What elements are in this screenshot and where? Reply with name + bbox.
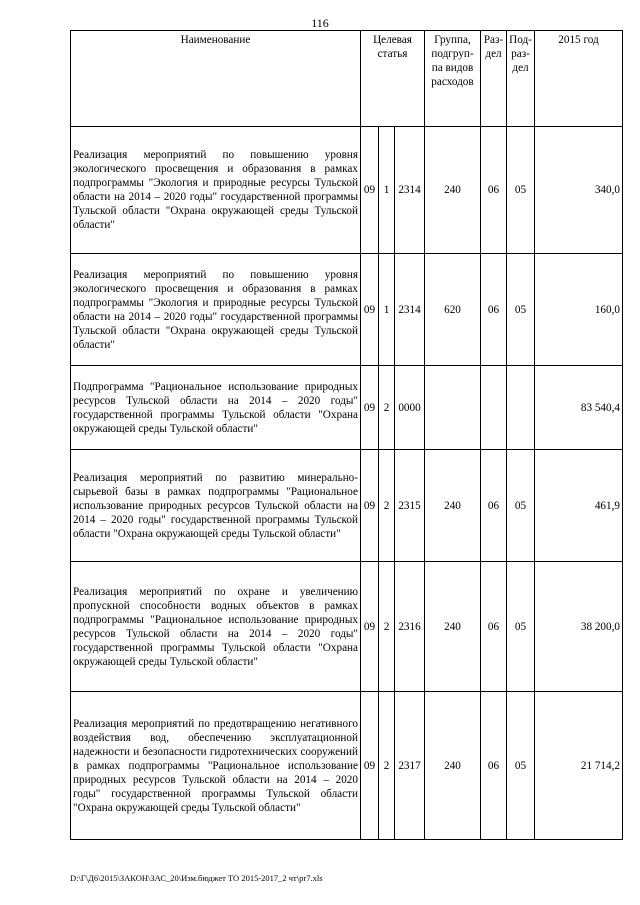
expense-group-cell: 240 [425, 562, 481, 692]
subsection-cell: 05 [507, 254, 535, 366]
subsection-cell: 05 [507, 450, 535, 562]
header-target-article: Целевая статья [361, 31, 425, 127]
header-row [71, 31, 623, 127]
target-program-code: 09 [361, 562, 379, 692]
amount-cell: 38 200,0 [535, 562, 623, 692]
expense-group-cell [425, 366, 481, 450]
section-cell: 06 [481, 450, 507, 562]
subsection-cell: 05 [507, 127, 535, 254]
expense-group-cell: 240 [425, 127, 481, 254]
target-program-code: 09 [361, 127, 379, 254]
target-subprogram-code: 2 [379, 692, 395, 840]
section-cell: 06 [481, 254, 507, 366]
header-name: Наименование [71, 31, 361, 127]
target-direction-code: 2315 [395, 450, 425, 562]
header-year-2015: 2015 год [535, 31, 623, 127]
section-cell: 06 [481, 562, 507, 692]
row-name-cell: Подпрограмма "Рациональное использование природных ресурсов Тульской области на 2014 – 2020 годы" государственной программы Тульской области "Охрана окружающей среды Тульской области" [71, 366, 361, 450]
expense-group-cell: 240 [425, 692, 481, 840]
expense-group-cell: 620 [425, 254, 481, 366]
table-row [71, 366, 623, 450]
target-program-code: 09 [361, 366, 379, 450]
budget-table [70, 30, 623, 840]
header-expense-group: Группа, подгруп-па видов расходов [425, 31, 481, 127]
target-program-code: 09 [361, 450, 379, 562]
target-subprogram-code: 2 [379, 562, 395, 692]
target-program-code: 09 [361, 692, 379, 840]
amount-cell: 461,9 [535, 450, 623, 562]
header-section: Раз-дел [481, 31, 507, 127]
amount-cell: 340,0 [535, 127, 623, 254]
header-subsection: Под-раз-дел [507, 31, 535, 127]
section-cell: 06 [481, 127, 507, 254]
subsection-cell: 05 [507, 562, 535, 692]
section-cell: 06 [481, 692, 507, 840]
table-row [71, 562, 623, 692]
table-row [71, 692, 623, 840]
target-subprogram-code: 1 [379, 254, 395, 366]
row-name-cell: Реализация мероприятий по предотвращению негативного воздействия вод, обеспечению эксплуатационной надежности и безопасности гидротехнических сооружений в рамках подпрограммы "Рациональное использование природных ресурсов Тульской области на 2014 – 2020 годы" государственной программы Тульской области "Охрана окружающей среды Тульской области" [71, 692, 361, 840]
target-subprogram-code: 2 [379, 450, 395, 562]
table-row [71, 254, 623, 366]
expense-group-cell: 240 [425, 450, 481, 562]
amount-cell: 160,0 [535, 254, 623, 366]
target-direction-code: 2317 [395, 692, 425, 840]
target-direction-code: 0000 [395, 366, 425, 450]
section-cell [481, 366, 507, 450]
target-subprogram-code: 2 [379, 366, 395, 450]
file-path-footer: D:\Г\Д6\2015\ЗАКОН\ЗАС_20\Изм.бюджет ТО 2015-2017_2 чт\pr7.xls [70, 873, 323, 883]
row-name-cell: Реализация мероприятий по развитию минерально-сырьевой базы в рамках подпрограммы "Рациональное использование природных ресурсов Тульской области на 2014 – 2020 годы" государственной программы Тульской области "Охрана окружающей среды Тульской области" [71, 450, 361, 562]
row-name-cell: Реализация мероприятий по охране и увеличению пропускной способности водных объектов в рамках подпрограммы "Рациональное использование природных ресурсов Тульской области на 2014 – 2020 годы" государственной программы Тульской области "Охрана окружающей среды Тульской области" [71, 562, 361, 692]
page-number: 116 [311, 16, 329, 30]
target-direction-code: 2314 [395, 254, 425, 366]
amount-cell: 21 714,2 [535, 692, 623, 840]
target-direction-code: 2314 [395, 127, 425, 254]
target-subprogram-code: 1 [379, 127, 395, 254]
subsection-cell: 05 [507, 692, 535, 840]
row-name-cell: Реализация мероприятий по повышению уровня экологического просвещения и образования в рамках подпрограммы "Экология и природные ресурсы Тульской области на 2014 – 2020 годы" государственной программы Тульской области "Охрана окружающей среды Тульской области" [71, 254, 361, 366]
subsection-cell [507, 366, 535, 450]
table-row [71, 127, 623, 254]
row-name-cell: Реализация мероприятий по повышению уровня экологического просвещения и образования в рамках подпрограммы "Экология и природные ресурсы Тульской области на 2014 – 2020 годы" государственной программы Тульской области "Охрана окружающей среды Тульской области" [71, 127, 361, 254]
target-direction-code: 2316 [395, 562, 425, 692]
target-program-code: 09 [361, 254, 379, 366]
table-row [71, 450, 623, 562]
amount-cell: 83 540,4 [535, 366, 623, 450]
